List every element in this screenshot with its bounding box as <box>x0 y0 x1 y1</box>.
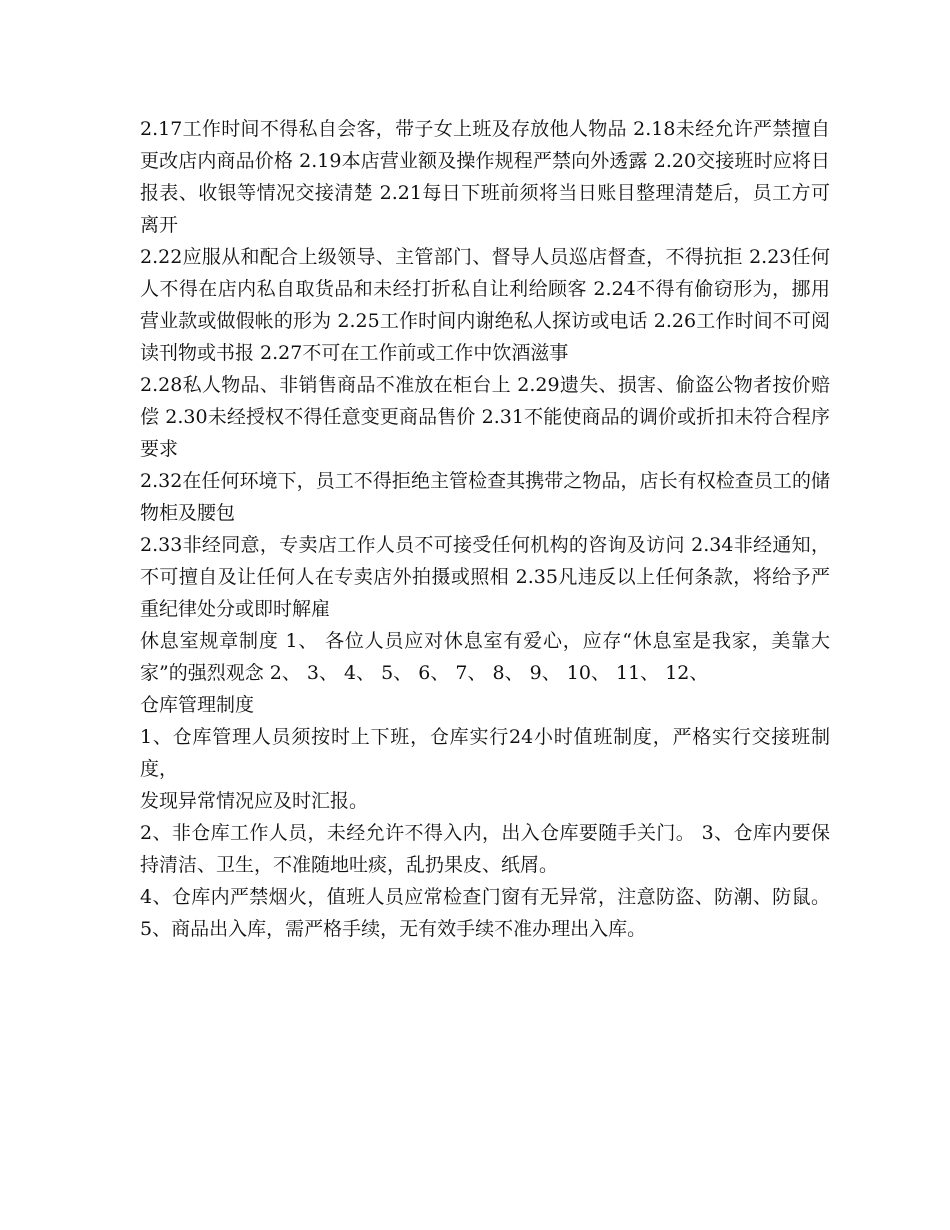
paragraph-store-rules-2-17: 2.17工作时间不得私自会客，带子女上班及存放他人物品 2.18未经允许严禁擅自更改店内商品价格 2.19本店营业额及操作规程严禁向外透露 2.20交接班时应将日报表、收银等情况交接清楚 2.21每日下班前须将当日账目整理清楚后，员工方可离开 <box>140 118 830 236</box>
paragraph-store-rules-2-22: 2.22应服从和配合上级领导、主管部门、督导人员巡店督查，不得抗拒 2.23任何人不得在店内私自取货品和未经打折私自让利给顾客 2.24不得有偷窃形为，挪用营业款或做假帐的形为 2.25工作时间内谢绝私人探访或电话 2.26工作时间不可阅读刊物或书报 2.27不可在工作前或工作中饮酒滋事 <box>140 246 830 364</box>
paragraph-warehouse-rules-4-5: 4、仓库内严禁烟火，值班人员应常检查门窗有无异常，注意防盗、防潮、防鼠。 5、商品出入库，需严格手续，无有效手续不准办理出入库。 <box>140 886 830 940</box>
section-heading-warehouse-rules: 仓库管理制度 <box>140 694 255 716</box>
paragraph-break-room-rules: 休息室规章制度 1、 各位人员应对休息室有爱心，应存“休息室是我家，美靠大家”的强烈观念 2、 3、 4、 5、 6、 7、 8、 9、 10、 11、 12、 <box>140 630 830 684</box>
paragraph-store-rules-2-32: 2.32在任何环境下，员工不得拒绝主管检查其携带之物品，店长有权检查员工的储物柜及腰包 <box>140 470 830 524</box>
paragraph-warehouse-rules-2-3: 2、非仓库工作人员，未经允许不得入内，出入仓库要随手关门。 3、仓库内要保持清洁、卫生，不准随地吐痰，乱扔果皮、纸屑。 <box>140 822 830 876</box>
paragraph-store-rules-2-28: 2.28私人物品、非销售商品不准放在柜台上 2.29遗失、损害、偷盗公物者按价赔偿 2.30未经授权不得任意变更商品售价 2.31不能使商品的调价或折扣未符合程序要求 <box>140 374 830 460</box>
paragraph-warehouse-rule-1-cont: 发现异常情况应及时汇报。 <box>140 790 369 812</box>
document-body <box>140 113 830 945</box>
paragraph-warehouse-rule-1: 1、仓库管理人员须按时上下班，仓库实行24小时值班制度，严格实行交接班制度， <box>140 726 830 780</box>
paragraph-store-rules-2-33: 2.33非经同意，专卖店工作人员不可接受任何机构的咨询及访问 2.34非经通知，不可擅自及让任何人在专卖店外拍摄或照相 2.35凡违反以上任何条款，将给予严重纪律处分或即时解雇 <box>140 534 830 620</box>
